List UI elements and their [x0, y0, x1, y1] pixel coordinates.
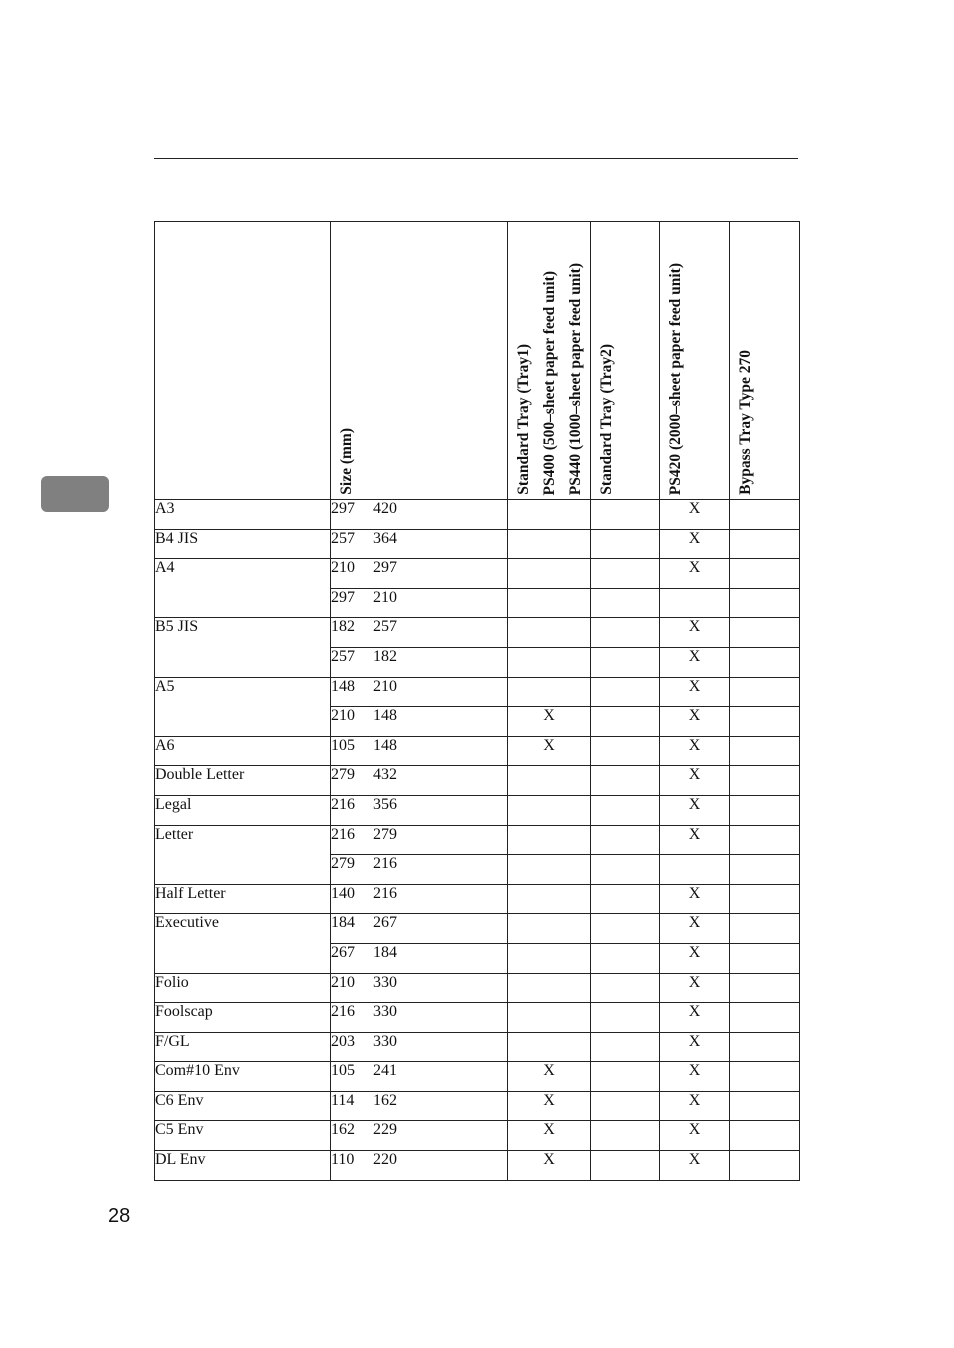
size-cell	[331, 677, 508, 707]
ps420-cell: X	[660, 884, 730, 914]
table-row	[155, 677, 800, 707]
header-tray2	[591, 222, 660, 500]
size-cell	[331, 1151, 508, 1181]
bypass-cell	[730, 766, 800, 796]
size-cell	[331, 795, 508, 825]
table-row	[155, 1032, 800, 1062]
tray1-cell: X	[508, 1151, 591, 1181]
paper-name-cell: Half Letter	[155, 884, 331, 914]
header-tray2-label: Standard Tray (Tray2)	[598, 344, 615, 495]
tray2-cell	[591, 766, 660, 796]
tray1-cell	[508, 914, 591, 944]
table-row	[155, 973, 800, 1003]
size-cell	[331, 914, 508, 944]
size-height: 162	[373, 1091, 397, 1109]
size-height: 182	[373, 647, 397, 665]
size-height: 420	[373, 500, 397, 517]
size-width: 114	[331, 1091, 355, 1109]
table-row	[155, 1062, 800, 1092]
size-width: 182	[331, 618, 355, 636]
paper-name-cell: B5 JIS	[155, 618, 331, 677]
size-cell	[331, 943, 508, 973]
size-width: 279	[331, 855, 355, 873]
tray1-cell	[508, 1003, 591, 1033]
size-height: 330	[373, 1003, 397, 1021]
size-cell	[331, 1062, 508, 1092]
size-width: 210	[331, 559, 355, 577]
bypass-cell	[730, 825, 800, 855]
bypass-cell	[730, 736, 800, 766]
size-width: 140	[331, 884, 355, 902]
size-height: 356	[373, 795, 397, 813]
paper-name-cell: A5	[155, 677, 331, 736]
tray1-cell: X	[508, 1091, 591, 1121]
paper-name-cell: A4	[155, 559, 331, 618]
size-cell	[331, 647, 508, 677]
paper-name-cell: Executive	[155, 914, 331, 973]
tray2-cell	[591, 618, 660, 648]
size-cell	[331, 825, 508, 855]
size-width: 216	[331, 1003, 355, 1021]
paper-name-cell: B4 JIS	[155, 529, 331, 559]
ps420-cell: X	[660, 529, 730, 559]
tray2-cell	[591, 559, 660, 589]
tray1-cell: X	[508, 1062, 591, 1092]
bypass-cell	[730, 529, 800, 559]
tray1-cell: X	[508, 736, 591, 766]
size-cell	[331, 736, 508, 766]
header-ps420	[660, 222, 730, 500]
tray1-cell	[508, 647, 591, 677]
size-width: 162	[331, 1121, 355, 1139]
tray2-cell	[591, 943, 660, 973]
tray2-cell	[591, 795, 660, 825]
bypass-cell	[730, 1032, 800, 1062]
ps420-cell	[660, 855, 730, 885]
ps420-cell: X	[660, 1062, 730, 1092]
size-height: 330	[373, 1032, 397, 1050]
tray1-cell	[508, 588, 591, 618]
size-cell	[331, 588, 508, 618]
size-cell	[331, 1003, 508, 1033]
ps420-cell: X	[660, 1003, 730, 1033]
paper-name-cell: Folio	[155, 973, 331, 1003]
tray2-cell	[591, 914, 660, 944]
ps420-cell: X	[660, 1121, 730, 1151]
tray2-cell	[591, 1121, 660, 1151]
size-height: 432	[373, 766, 397, 784]
paper-name-cell: A6	[155, 736, 331, 766]
tray1-cell	[508, 825, 591, 855]
bypass-cell	[730, 588, 800, 618]
bypass-cell	[730, 647, 800, 677]
size-height: 257	[373, 618, 397, 636]
size-cell	[331, 1032, 508, 1062]
size-height: 330	[373, 973, 397, 991]
size-width: 257	[331, 529, 355, 547]
ps420-cell: X	[660, 914, 730, 944]
tray1-cell	[508, 884, 591, 914]
size-width: 267	[331, 943, 355, 961]
ps420-cell: X	[660, 973, 730, 1003]
ps420-cell: X	[660, 677, 730, 707]
tray2-cell	[591, 1091, 660, 1121]
ps420-cell: X	[660, 1091, 730, 1121]
header-tray1-label: Standard Tray (Tray1)	[515, 344, 532, 495]
table-row	[155, 884, 800, 914]
size-width: 216	[331, 825, 355, 843]
paper-name-cell: Double Letter	[155, 766, 331, 796]
ps420-cell: X	[660, 707, 730, 737]
ps420-cell: X	[660, 795, 730, 825]
paper-size-table	[154, 221, 800, 1181]
table-row	[155, 795, 800, 825]
header-rule	[154, 158, 798, 159]
ps420-cell: X	[660, 766, 730, 796]
bypass-cell	[730, 559, 800, 589]
size-cell	[331, 884, 508, 914]
tray1-cell	[508, 529, 591, 559]
size-height: 241	[373, 1062, 397, 1080]
tray1-cell: X	[508, 1121, 591, 1151]
paper-name-cell: F/GL	[155, 1032, 331, 1062]
tray2-cell	[591, 884, 660, 914]
tray2-cell	[591, 677, 660, 707]
ps420-cell: X	[660, 825, 730, 855]
size-cell	[331, 855, 508, 885]
size-cell	[331, 766, 508, 796]
size-height: 184	[373, 943, 397, 961]
header-row	[155, 222, 800, 500]
size-cell	[331, 559, 508, 589]
size-height: 148	[373, 707, 397, 725]
bypass-cell	[730, 500, 800, 530]
header-ps420-label: PS420 (2000–sheet paper feed unit)	[667, 262, 684, 495]
header-ps440-label: PS440 (1000–sheet paper feed unit)	[567, 262, 584, 495]
size-width: 110	[331, 1151, 355, 1169]
bypass-cell	[730, 943, 800, 973]
size-cell	[331, 973, 508, 1003]
size-height: 364	[373, 529, 397, 547]
table-row	[155, 618, 800, 648]
header-size-label: Size (mm)	[338, 428, 355, 495]
table-row	[155, 1091, 800, 1121]
size-cell	[331, 707, 508, 737]
tray1-cell: X	[508, 707, 591, 737]
paper-name-cell: Legal	[155, 795, 331, 825]
size-cell	[331, 618, 508, 648]
table-row	[155, 766, 800, 796]
paper-name-cell: Com#10 Env	[155, 1062, 331, 1092]
size-height: 216	[373, 884, 397, 902]
table-row	[155, 825, 800, 855]
size-cell	[331, 1091, 508, 1121]
size-height: 148	[373, 736, 397, 754]
bypass-cell	[730, 1003, 800, 1033]
size-width: 105	[331, 1062, 355, 1080]
header-paper	[155, 222, 331, 500]
tray1-cell	[508, 943, 591, 973]
page-number: 28	[108, 1205, 131, 1227]
header-size	[331, 222, 508, 500]
tray1-cell	[508, 677, 591, 707]
size-height: 229	[373, 1121, 397, 1139]
size-width: 279	[331, 766, 355, 784]
tray1-cell	[508, 559, 591, 589]
table-row	[155, 1121, 800, 1151]
ps420-cell: X	[660, 500, 730, 530]
size-cell	[331, 500, 508, 530]
bypass-cell	[730, 795, 800, 825]
size-width: 105	[331, 736, 355, 754]
tray2-cell	[591, 1151, 660, 1181]
tray2-cell	[591, 588, 660, 618]
paper-name-cell: Letter	[155, 825, 331, 884]
size-width: 210	[331, 973, 355, 991]
table-row	[155, 529, 800, 559]
tray2-cell	[591, 707, 660, 737]
tray1-cell	[508, 766, 591, 796]
size-height: 220	[373, 1151, 397, 1169]
tray2-cell	[591, 529, 660, 559]
bypass-cell	[730, 1062, 800, 1092]
ps420-cell: X	[660, 559, 730, 589]
tray2-cell	[591, 1032, 660, 1062]
ps420-cell	[660, 588, 730, 618]
size-cell	[331, 529, 508, 559]
tray1-cell	[508, 500, 591, 530]
size-height: 267	[373, 914, 397, 932]
size-width: 216	[331, 795, 355, 813]
tray2-cell	[591, 647, 660, 677]
paper-name-cell: A3	[155, 500, 331, 530]
size-width: 203	[331, 1032, 355, 1050]
size-height: 279	[373, 825, 397, 843]
bypass-cell	[730, 707, 800, 737]
tray2-cell	[591, 1062, 660, 1092]
header-bypass	[730, 222, 800, 500]
size-height: 210	[373, 677, 397, 695]
table-row	[155, 1003, 800, 1033]
bypass-cell	[730, 884, 800, 914]
tray2-cell	[591, 973, 660, 1003]
table-row	[155, 1151, 800, 1181]
ps420-cell: X	[660, 943, 730, 973]
bypass-cell	[730, 914, 800, 944]
tray1-cell	[508, 855, 591, 885]
paper-name-cell: C5 Env	[155, 1121, 331, 1151]
ps420-cell: X	[660, 647, 730, 677]
tray2-cell	[591, 1003, 660, 1033]
tray1-cell	[508, 618, 591, 648]
tray2-cell	[591, 500, 660, 530]
ps420-cell: X	[660, 736, 730, 766]
ps420-cell: X	[660, 618, 730, 648]
size-width: 210	[331, 707, 355, 725]
size-width: 297	[331, 500, 355, 517]
tray2-cell	[591, 825, 660, 855]
size-width: 297	[331, 588, 355, 606]
table-row	[155, 914, 800, 944]
paper-name-cell: Foolscap	[155, 1003, 331, 1033]
chapter-tab	[41, 476, 109, 512]
header-ps400-label: PS400 (500–sheet paper feed unit)	[541, 270, 558, 495]
ps420-cell: X	[660, 1032, 730, 1062]
header-bypass-label: Bypass Tray Type 270	[737, 350, 754, 495]
paper-name-cell: DL Env	[155, 1151, 331, 1181]
tray1-cell	[508, 1032, 591, 1062]
bypass-cell	[730, 677, 800, 707]
size-width: 257	[331, 647, 355, 665]
bypass-cell	[730, 618, 800, 648]
bypass-cell	[730, 1091, 800, 1121]
size-width: 148	[331, 677, 355, 695]
size-height: 216	[373, 855, 397, 873]
size-height: 297	[373, 559, 397, 577]
paper-name-cell: C6 Env	[155, 1091, 331, 1121]
table-row	[155, 500, 800, 530]
tray2-cell	[591, 855, 660, 885]
tray1-cell	[508, 973, 591, 1003]
table-row	[155, 736, 800, 766]
ps420-cell: X	[660, 1151, 730, 1181]
size-width: 184	[331, 914, 355, 932]
tray1-cell	[508, 795, 591, 825]
bypass-cell	[730, 855, 800, 885]
table-row	[155, 559, 800, 589]
size-cell	[331, 1121, 508, 1151]
bypass-cell	[730, 1151, 800, 1181]
bypass-cell	[730, 1121, 800, 1151]
size-height: 210	[373, 588, 397, 606]
tray2-cell	[591, 736, 660, 766]
header-tray1	[508, 222, 591, 500]
bypass-cell	[730, 973, 800, 1003]
